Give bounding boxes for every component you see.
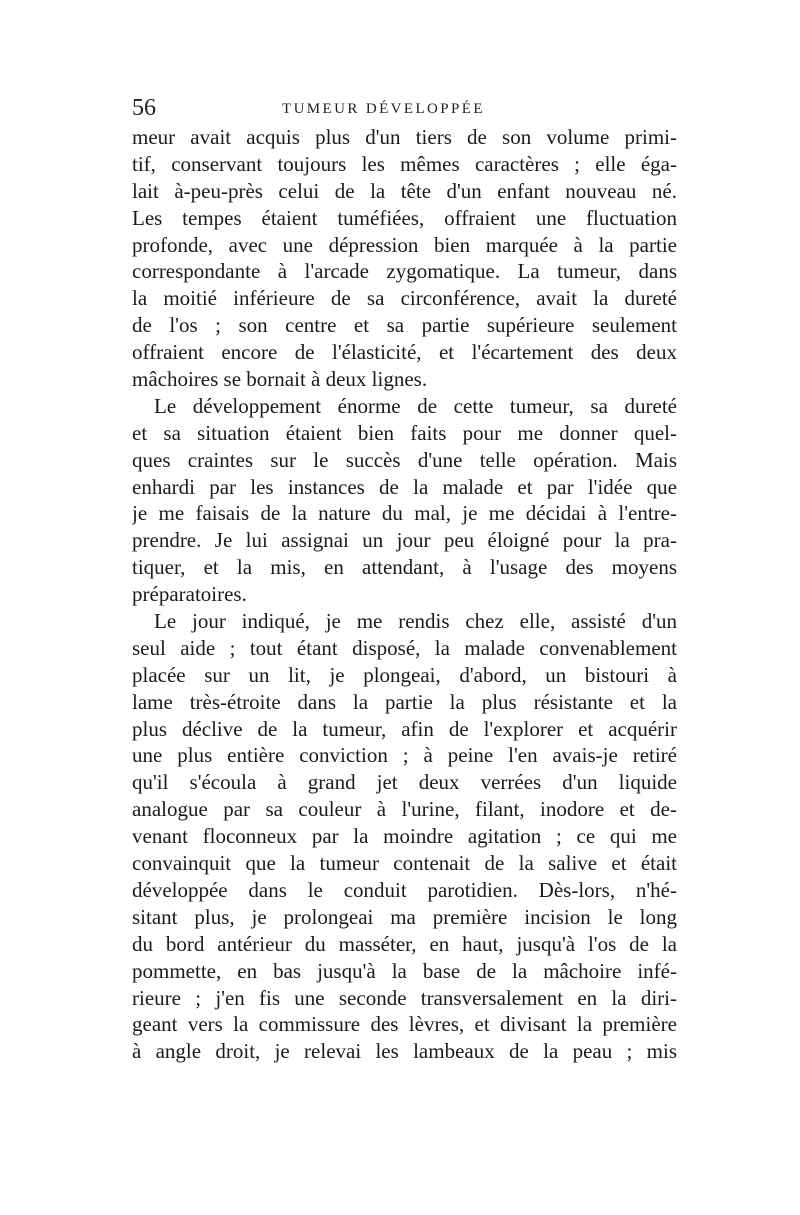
text-line: seul aide ; tout étant disposé, la malade convenablement [132,635,677,660]
text-line: profonde, avec une dépression bien marquée à la partie [132,232,677,257]
page-header [132,92,677,124]
body-text [132,124,677,1065]
text-line: préparatoires. [132,582,247,607]
text-line: la moitié inférieure de sa circonférence, avait la dureté [132,286,677,311]
text-line: à angle droit, je relevai les lambeaux de la peau ; mis [132,1039,677,1064]
text-line: prendre. Je lui assignai un jour peu éloigné pour la pra- [132,528,677,553]
text-line: sitant plus, je prolongeai ma première incision le long [132,904,677,929]
text-line: meur avait acquis plus d'un tiers de son volume primi- [132,125,677,149]
text-line: pommette, en bas jusqu'à la base de la mâchoire infé- [132,958,677,983]
text-line: de l'os ; son centre et sa partie supérieure seulement [132,313,677,338]
text-line: rieure ; j'en fis une seconde transversalement en la diri- [132,985,677,1010]
text-line: du bord antérieur du masséter, en haut, jusqu'à l'os de la [132,931,677,956]
text-line: venant floconneux par la moindre agitation ; ce qui me [132,824,677,849]
text-line: une plus entière conviction ; à peine l'en avais-je retiré [132,743,677,768]
text-line: tiquer, et la mis, en attendant, à l'usage des moyens [132,555,677,580]
text-line: et sa situation étaient bien faits pour me donner quel- [132,420,677,445]
text-line: offraient encore de l'élasticité, et l'écartement des deux [132,340,677,365]
text-line: plus déclive de la tumeur, afin de l'explorer et acquérir [132,716,677,741]
text-line: geant vers la commissure des lèvres, et divisant la première [132,1012,677,1037]
running-title: TUMEUR DÉVELOPPÉE [282,101,485,117]
text-line: ques craintes sur le succès d'une telle opération. Mais [132,447,677,472]
text-line: tif, conservant toujours les mêmes caractères ; elle éga- [132,151,677,176]
text-line: je me faisais de la nature du mal, je me décidai à l'entre- [132,501,677,526]
text-line: qu'il s'écoula à grand jet deux verrées d'un liquide [132,770,677,795]
text-line: analogue par sa couleur à l'urine, filant, inodore et de- [132,797,677,822]
text-line: développée dans le conduit parotidien. Dès-lors, n'hé- [132,877,677,902]
text-line: enhardi par les instances de la malade et par l'idée que [132,474,677,499]
text-line: lait à-peu-près celui de la tête d'un enfant nouveau né. [132,178,677,203]
text-line: Le jour indiqué, je me rendis chez elle, assisté d'un [154,609,677,634]
text-line: lame très-étroite dans la partie la plus résistante et la [132,689,677,714]
text-line: Les tempes étaient tuméfiées, offraient une fluctuation [132,205,677,230]
text-line: Le développement énorme de cette tumeur, sa dureté [154,393,677,418]
text-line: placée sur un lit, je plongeai, d'abord, un bistouri à [132,662,677,687]
text-line: convainquit que la tumeur contenait de la salive et était [132,851,677,876]
page-number: 56 [132,95,156,121]
text-line: correspondante à l'arcade zygomatique. La tumeur, dans [132,259,677,284]
text-line: mâchoires se bornait à deux lignes. [132,367,428,392]
